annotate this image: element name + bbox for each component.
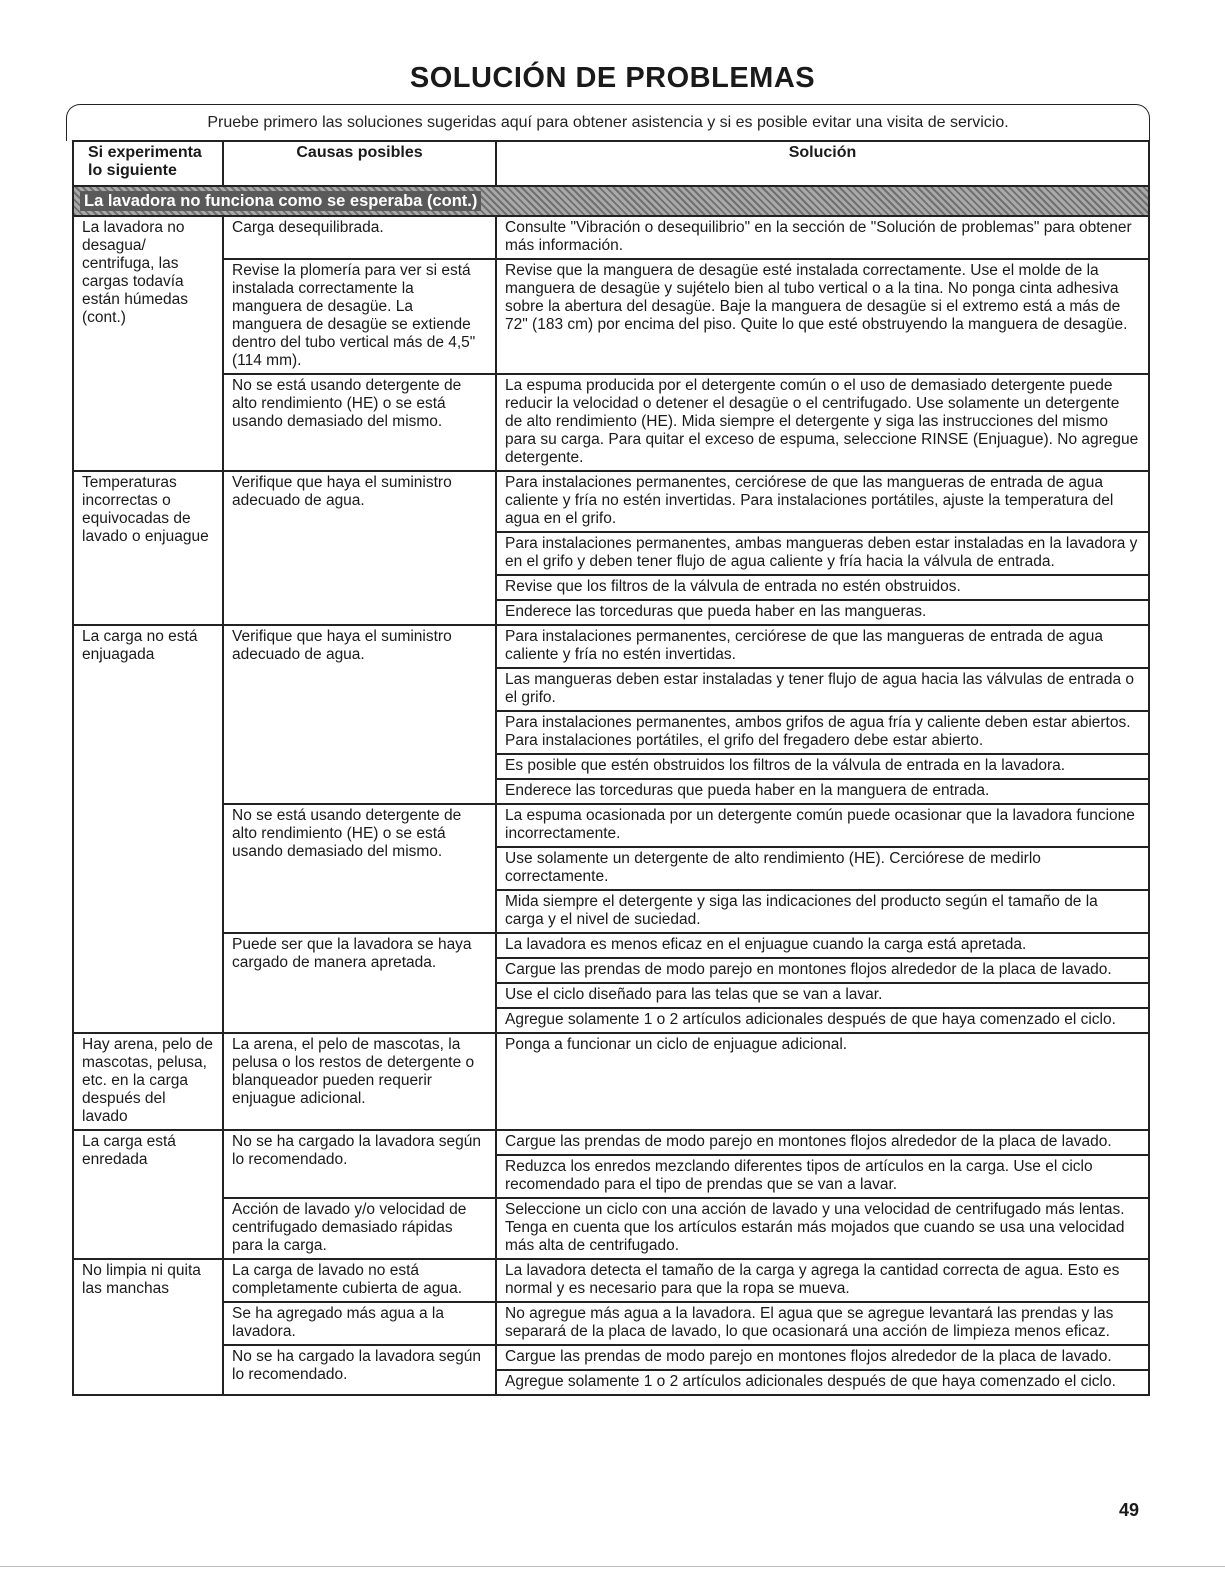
cause-cell: Verifique que haya el suministro adecuado de agua.: [223, 625, 496, 804]
solution-cell: La espuma ocasionada por un detergente común puede ocasionar que la lavadora funcione incorrectamente.: [496, 804, 1149, 847]
table-row: [73, 1033, 1149, 1130]
solution-cell: La lavadora detecta el tamaño de la carga y agrega la cantidad correcta de agua. Esto es normal y es necesario para que la ropa se mueva.: [496, 1259, 1149, 1302]
table-row: [73, 374, 1149, 471]
solution-cell: Cargue las prendas de modo parejo en montones flojos alrededor de la placa de lavado.: [496, 1130, 1149, 1155]
solution-cell: Cargue las prendas de modo parejo en montones flojos alrededor de la placa de lavado.: [496, 1345, 1149, 1370]
problem-cell: La carga no está enjuagada: [73, 625, 223, 1033]
cause-cell: No se ha cargado la lavadora según lo recomendado.: [223, 1345, 496, 1395]
cause-cell: Revise la plomería para ver si está instalada correctamente la manguera de desagüe. La manguera de desagüe se extiende dentro del tubo vertical más de 4,5" (114 mm).: [223, 259, 496, 374]
solution-cell: Para instalaciones permanentes, cerciórese de que las mangueras de entrada de agua caliente y fría no estén invertidas.: [496, 625, 1149, 668]
table-row: [73, 1198, 1149, 1259]
section-title: La lavadora no funciona como se esperaba (cont.): [80, 191, 481, 211]
table-row: [73, 1130, 1149, 1155]
table-header-row: [73, 141, 1149, 186]
header-causes: Causas posibles: [223, 141, 496, 186]
solution-cell: Revise que la manguera de desagüe esté instalada correctamente. Use el molde de la manguera de desagüe y sujételo bien al tubo vertical o a la tina. No ponga cinta adhesiva sobre la abertura del desagüe. Baje la manguera de desagüe si el extremo está a más de 72" (183 cm) por encima del piso. Quite lo que esté obstruyendo la manguera de desagüe.: [496, 259, 1149, 374]
cause-cell: Acción de lavado y/o velocidad de centrifugado demasiado rápidas para la carga.: [223, 1198, 496, 1259]
solution-cell: La espuma producida por el detergente común o el uso de demasiado detergente puede reducir la velocidad o detener el desagüe o el centrifugado. Use solamente un detergente de alto rendimiento (HE). Mida siempre el detergente y siga las instrucciones del mismo para su carga. Para quitar el exceso de espuma, seleccione RINSE (Enjuague). No agregue detergente.: [496, 374, 1149, 471]
cause-cell: No se está usando detergente de alto rendimiento (HE) o se está usando demasiado del mismo.: [223, 374, 496, 471]
cause-cell: Se ha agregado más agua a la lavadora.: [223, 1302, 496, 1345]
solution-cell: Para instalaciones permanentes, ambas mangueras deben estar instaladas en la lavadora y en el grifo y deben tener flujo de agua caliente y fría hacia la válvula de entrada.: [496, 532, 1149, 575]
table-row: [73, 216, 1149, 259]
table-row: [73, 933, 1149, 958]
solution-cell: Cargue las prendas de modo parejo en montones flojos alrededor de la placa de lavado.: [496, 958, 1149, 983]
problem-cell: No limpia ni quita las manchas: [73, 1259, 223, 1395]
cause-cell: La carga de lavado no está completamente cubierta de agua.: [223, 1259, 496, 1302]
solution-cell: Para instalaciones permanentes, ambos grifos de agua fría y caliente deben estar abiertos. Para instalaciones portátiles, el grifo del fregadero debe estar abierto.: [496, 711, 1149, 754]
solution-cell: Use solamente un detergente de alto rendimiento (HE). Cerciórese de medirlo correctamente.: [496, 847, 1149, 890]
solution-cell: Es posible que estén obstruidos los filtros de la válvula de entrada en la lavadora.: [496, 754, 1149, 779]
section-row: [73, 186, 1149, 216]
page-title: SOLUCIÓN DE PROBLEMAS: [409, 62, 816, 94]
table-row: [73, 259, 1149, 374]
header-problem: Si experimenta lo siguiente: [73, 141, 223, 186]
intro-text: Pruebe primero las soluciones sugeridas aquí para obtener asistencia y si es posible evitar una visita de servicio.: [207, 114, 1009, 131]
table-row: [73, 1259, 1149, 1302]
solution-cell: Seleccione un ciclo con una acción de lavado y una velocidad de centrifugado más lentas. Tenga en cuenta que los artículos estarán más mojados que cuando se usa una velocidad más alta de centrifugado.: [496, 1198, 1149, 1259]
solution-cell: Ponga a funcionar un ciclo de enjuague adicional.: [496, 1033, 1149, 1130]
solution-cell: Enderece las torceduras que pueda haber en las mangueras.: [496, 600, 1149, 625]
solution-cell: Mida siempre el detergente y siga las indicaciones del producto según el tamaño de la carga y el nivel de suciedad.: [496, 890, 1149, 933]
table-row: [73, 625, 1149, 668]
table-row: [73, 804, 1149, 847]
solution-cell: Agregue solamente 1 o 2 artículos adicionales después de que haya comenzado el ciclo.: [496, 1370, 1149, 1395]
cause-cell: No se está usando detergente de alto rendimiento (HE) o se está usando demasiado del mismo.: [223, 804, 496, 933]
solution-cell: No agregue más agua a la lavadora. El agua que se agregue levantará las prendas y las separará de la placa de lavado, lo que ocasionará una acción de limpieza menos eficaz.: [496, 1302, 1149, 1345]
solution-cell: Use el ciclo diseñado para las telas que se van a lavar.: [496, 983, 1149, 1008]
solution-cell: Para instalaciones permanentes, cerciórese de que las mangueras de entrada de agua caliente y fría no estén invertidas. Para instalaciones portátiles, ajuste la temperatura del agua en el grifo.: [496, 471, 1149, 532]
cause-cell: La arena, el pelo de mascotas, la pelusa o los restos de detergente o blanqueador pueden requerir enjuague adicional.: [223, 1033, 496, 1130]
cause-cell: No se ha cargado la lavadora según lo recomendado.: [223, 1130, 496, 1198]
table-row: [73, 1302, 1149, 1345]
troubleshooting-table: [72, 140, 1150, 1396]
solution-cell: Enderece las torceduras que pueda haber en la manguera de entrada.: [496, 779, 1149, 804]
solution-cell: Revise que los filtros de la válvula de entrada no estén obstruidos.: [496, 575, 1149, 600]
problem-cell: Hay arena, pelo de mascotas, pelusa, etc. en la carga después del lavado: [73, 1033, 223, 1130]
solution-cell: Consulte "Vibración o desequilibrio" en la sección de "Solución de problemas" para obtener más información.: [496, 216, 1149, 259]
solution-cell: Agregue solamente 1 o 2 artículos adicionales después de que haya comenzado el ciclo.: [496, 1008, 1149, 1033]
table-row: [73, 471, 1149, 532]
cause-cell: Verifique que haya el suministro adecuado de agua.: [223, 471, 496, 625]
scan-edge-line: [0, 1566, 1225, 1567]
table-row: [73, 1345, 1149, 1370]
solution-cell: Las mangueras deben estar instaladas y tener flujo de agua hacia las válvulas de entrada o el grifo.: [496, 668, 1149, 711]
problem-cell: La carga está enredada: [73, 1130, 223, 1259]
cause-cell: Puede ser que la lavadora se haya cargado de manera apretada.: [223, 933, 496, 1033]
solution-cell: La lavadora es menos eficaz en el enjuague cuando la carga está apretada.: [496, 933, 1149, 958]
problem-cell: La lavadora no desagua/ centrifuga, las cargas todavía están húmedas (cont.): [73, 216, 223, 471]
header-solution: Solución: [496, 141, 1149, 186]
cause-cell: Carga desequilibrada.: [223, 216, 496, 259]
problem-cell: Temperaturas incorrectas o equivocadas de lavado o enjuague: [73, 471, 223, 625]
page-number: 49: [1118, 1500, 1139, 1520]
solution-cell: Reduzca los enredos mezclando diferentes tipos de artículos en la carga. Use el ciclo recomendado para el tipo de prendas que se van a lavar.: [496, 1155, 1149, 1198]
